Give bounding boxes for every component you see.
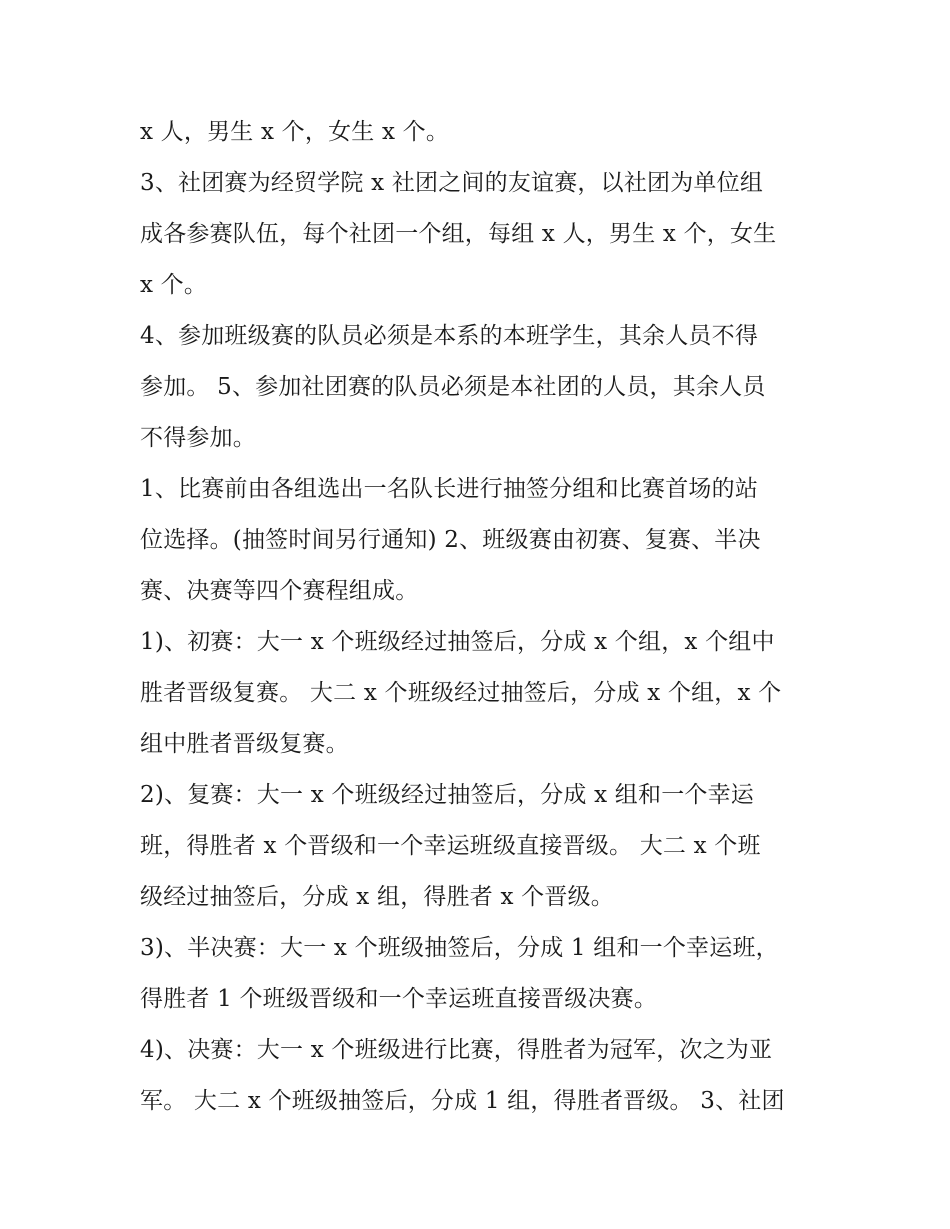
text-line: 2)、复赛：大一 x 个班级经过抽签后，分成 x 组和一个幸运 [140, 782, 754, 808]
text-line: 组中胜者晋级复赛。 [140, 731, 349, 757]
text-line: 参加。 5、参加社团赛的队员必须是本社团的人员，其余人员 [140, 374, 766, 400]
text-line: 班，得胜者 x 个晋级和一个幸运班级直接晋级。 大二 x 个班 [140, 833, 761, 859]
text-line: 1、比赛前由各组选出一名队长进行抽签分组和比赛首场的站 [140, 476, 759, 502]
text-line: 4、参加班级赛的队员必须是本系的本班学生，其余人员不得 [140, 323, 759, 349]
text-line: 位选择。(抽签时间另行通知) 2、班级赛由初赛、复赛、半决 [140, 527, 761, 553]
text-line: 胜者晋级复赛。 大二 x 个班级经过抽签后，分成 x 个组，x 个 [140, 680, 782, 706]
text-line: 级经过抽签后，分成 x 组，得胜者 x 个晋级。 [140, 884, 614, 910]
text-line: x 个。 [140, 272, 208, 298]
document-body [140, 107, 810, 1127]
text-line: 赛、决赛等四个赛程组成。 [140, 578, 419, 604]
text-line: 成各参赛队伍，每个社团一个组，每组 x 人，男生 x 个，女生 [140, 221, 777, 247]
text-line: 军。 大二 x 个班级抽签后，分成 1 组，得胜者晋级。 3、社团 [140, 1088, 785, 1114]
text-line: 3)、半决赛：大一 x 个班级抽签后，分成 1 组和一个幸运班， [140, 935, 779, 961]
text-line: 得胜者 1 个班级晋级和一个幸运班直接晋级决赛。 [140, 986, 658, 1012]
text-line: 不得参加。 [140, 425, 256, 451]
text-line: 4)、决赛：大一 x 个班级进行比赛，得胜者为冠军，次之为亚 [140, 1037, 773, 1063]
text-line: x 人，男生 x 个，女生 x 个。 [140, 119, 450, 145]
text-line: 3、社团赛为经贸学院 x 社团之间的友谊赛，以社团为单位组 [140, 170, 764, 196]
text-line: 1)、初赛：大一 x 个班级经过抽签后，分成 x 个组，x 个组中 [140, 629, 775, 655]
